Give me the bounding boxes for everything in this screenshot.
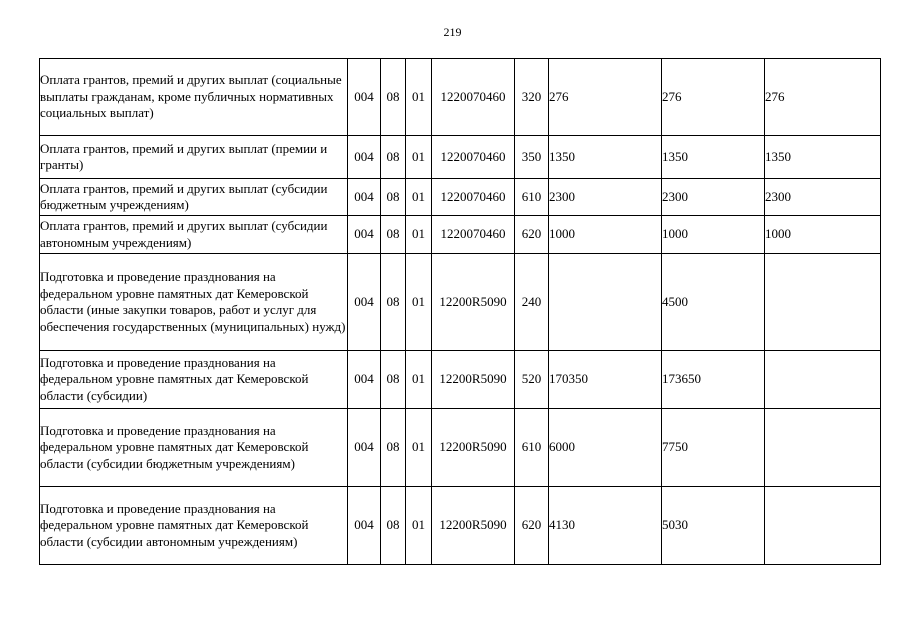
ministry-code: 004 bbox=[348, 59, 381, 136]
amount-year-1 bbox=[549, 254, 662, 351]
subsection-code: 01 bbox=[406, 254, 432, 351]
ministry-code: 004 bbox=[348, 136, 381, 179]
row-description: Оплата грантов, премий и других выплат (премии и гранты) bbox=[40, 136, 348, 179]
row-description: Подготовка и проведение празднования на федеральном уровне памятных дат Кемеровской области (иные закупки товаров, работ и услуг для обеспечения государственных (муниципальных) нужд) bbox=[40, 254, 348, 351]
subsection-code: 01 bbox=[406, 409, 432, 487]
section-code: 08 bbox=[381, 136, 406, 179]
expense-type-code: 620 bbox=[515, 216, 549, 254]
budget-table bbox=[39, 58, 881, 565]
ministry-code: 004 bbox=[348, 254, 381, 351]
target-article-code: 1220070460 bbox=[432, 179, 515, 216]
subsection-code: 01 bbox=[406, 179, 432, 216]
ministry-code: 004 bbox=[348, 351, 381, 409]
subsection-code: 01 bbox=[406, 351, 432, 409]
table-row bbox=[40, 59, 881, 136]
amount-year-1: 170350 bbox=[549, 351, 662, 409]
section-code: 08 bbox=[381, 179, 406, 216]
expense-type-code: 610 bbox=[515, 409, 549, 487]
amount-year-2: 4500 bbox=[662, 254, 765, 351]
row-description: Оплата грантов, премий и других выплат (субсидии бюджетным учреждениям) bbox=[40, 179, 348, 216]
amount-year-1: 6000 bbox=[549, 409, 662, 487]
expense-type-code: 620 bbox=[515, 487, 549, 565]
subsection-code: 01 bbox=[406, 136, 432, 179]
amount-year-2: 276 bbox=[662, 59, 765, 136]
expense-type-code: 610 bbox=[515, 179, 549, 216]
table-row bbox=[40, 216, 881, 254]
amount-year-3: 276 bbox=[765, 59, 881, 136]
ministry-code: 004 bbox=[348, 179, 381, 216]
subsection-code: 01 bbox=[406, 59, 432, 136]
row-description: Подготовка и проведение празднования на федеральном уровне памятных дат Кемеровской области (субсидии) bbox=[40, 351, 348, 409]
row-description: Оплата грантов, премий и других выплат (субсидии автономным учреждениям) bbox=[40, 216, 348, 254]
ministry-code: 004 bbox=[348, 216, 381, 254]
table-row bbox=[40, 136, 881, 179]
amount-year-1: 4130 bbox=[549, 487, 662, 565]
target-article-code: 12200R5090 bbox=[432, 254, 515, 351]
amount-year-3: 1000 bbox=[765, 216, 881, 254]
section-code: 08 bbox=[381, 59, 406, 136]
target-article-code: 12200R5090 bbox=[432, 409, 515, 487]
expense-type-code: 520 bbox=[515, 351, 549, 409]
section-code: 08 bbox=[381, 254, 406, 351]
subsection-code: 01 bbox=[406, 487, 432, 565]
amount-year-1: 2300 bbox=[549, 179, 662, 216]
ministry-code: 004 bbox=[348, 487, 381, 565]
amount-year-2: 173650 bbox=[662, 351, 765, 409]
expense-type-code: 240 bbox=[515, 254, 549, 351]
amount-year-2: 1350 bbox=[662, 136, 765, 179]
row-description: Подготовка и проведение празднования на федеральном уровне памятных дат Кемеровской области (субсидии автономным учреждениям) bbox=[40, 487, 348, 565]
ministry-code: 004 bbox=[348, 409, 381, 487]
amount-year-1: 276 bbox=[549, 59, 662, 136]
amount-year-1: 1000 bbox=[549, 216, 662, 254]
amount-year-2: 2300 bbox=[662, 179, 765, 216]
section-code: 08 bbox=[381, 216, 406, 254]
subsection-code: 01 bbox=[406, 216, 432, 254]
target-article-code: 1220070460 bbox=[432, 59, 515, 136]
amount-year-3 bbox=[765, 254, 881, 351]
target-article-code: 12200R5090 bbox=[432, 351, 515, 409]
amount-year-2: 5030 bbox=[662, 487, 765, 565]
amount-year-3 bbox=[765, 409, 881, 487]
section-code: 08 bbox=[381, 409, 406, 487]
table-row bbox=[40, 254, 881, 351]
amount-year-3: 1350 bbox=[765, 136, 881, 179]
expense-type-code: 350 bbox=[515, 136, 549, 179]
target-article-code: 1220070460 bbox=[432, 136, 515, 179]
section-code: 08 bbox=[381, 487, 406, 565]
target-article-code: 1220070460 bbox=[432, 216, 515, 254]
amount-year-3: 2300 bbox=[765, 179, 881, 216]
row-description: Подготовка и проведение празднования на федеральном уровне памятных дат Кемеровской области (субсидии бюджетным учреждениям) bbox=[40, 409, 348, 487]
amount-year-2: 1000 bbox=[662, 216, 765, 254]
target-article-code: 12200R5090 bbox=[432, 487, 515, 565]
amount-year-3 bbox=[765, 351, 881, 409]
section-code: 08 bbox=[381, 351, 406, 409]
table-row bbox=[40, 487, 881, 565]
row-description: Оплата грантов, премий и других выплат (социальные выплаты гражданам, кроме публичных нормативных социальных выплат) bbox=[40, 59, 348, 136]
amount-year-3 bbox=[765, 487, 881, 565]
table-row bbox=[40, 409, 881, 487]
table-row bbox=[40, 179, 881, 216]
amount-year-1: 1350 bbox=[549, 136, 662, 179]
expense-type-code: 320 bbox=[515, 59, 549, 136]
amount-year-2: 7750 bbox=[662, 409, 765, 487]
table-row bbox=[40, 351, 881, 409]
page-number: 219 bbox=[443, 25, 462, 39]
